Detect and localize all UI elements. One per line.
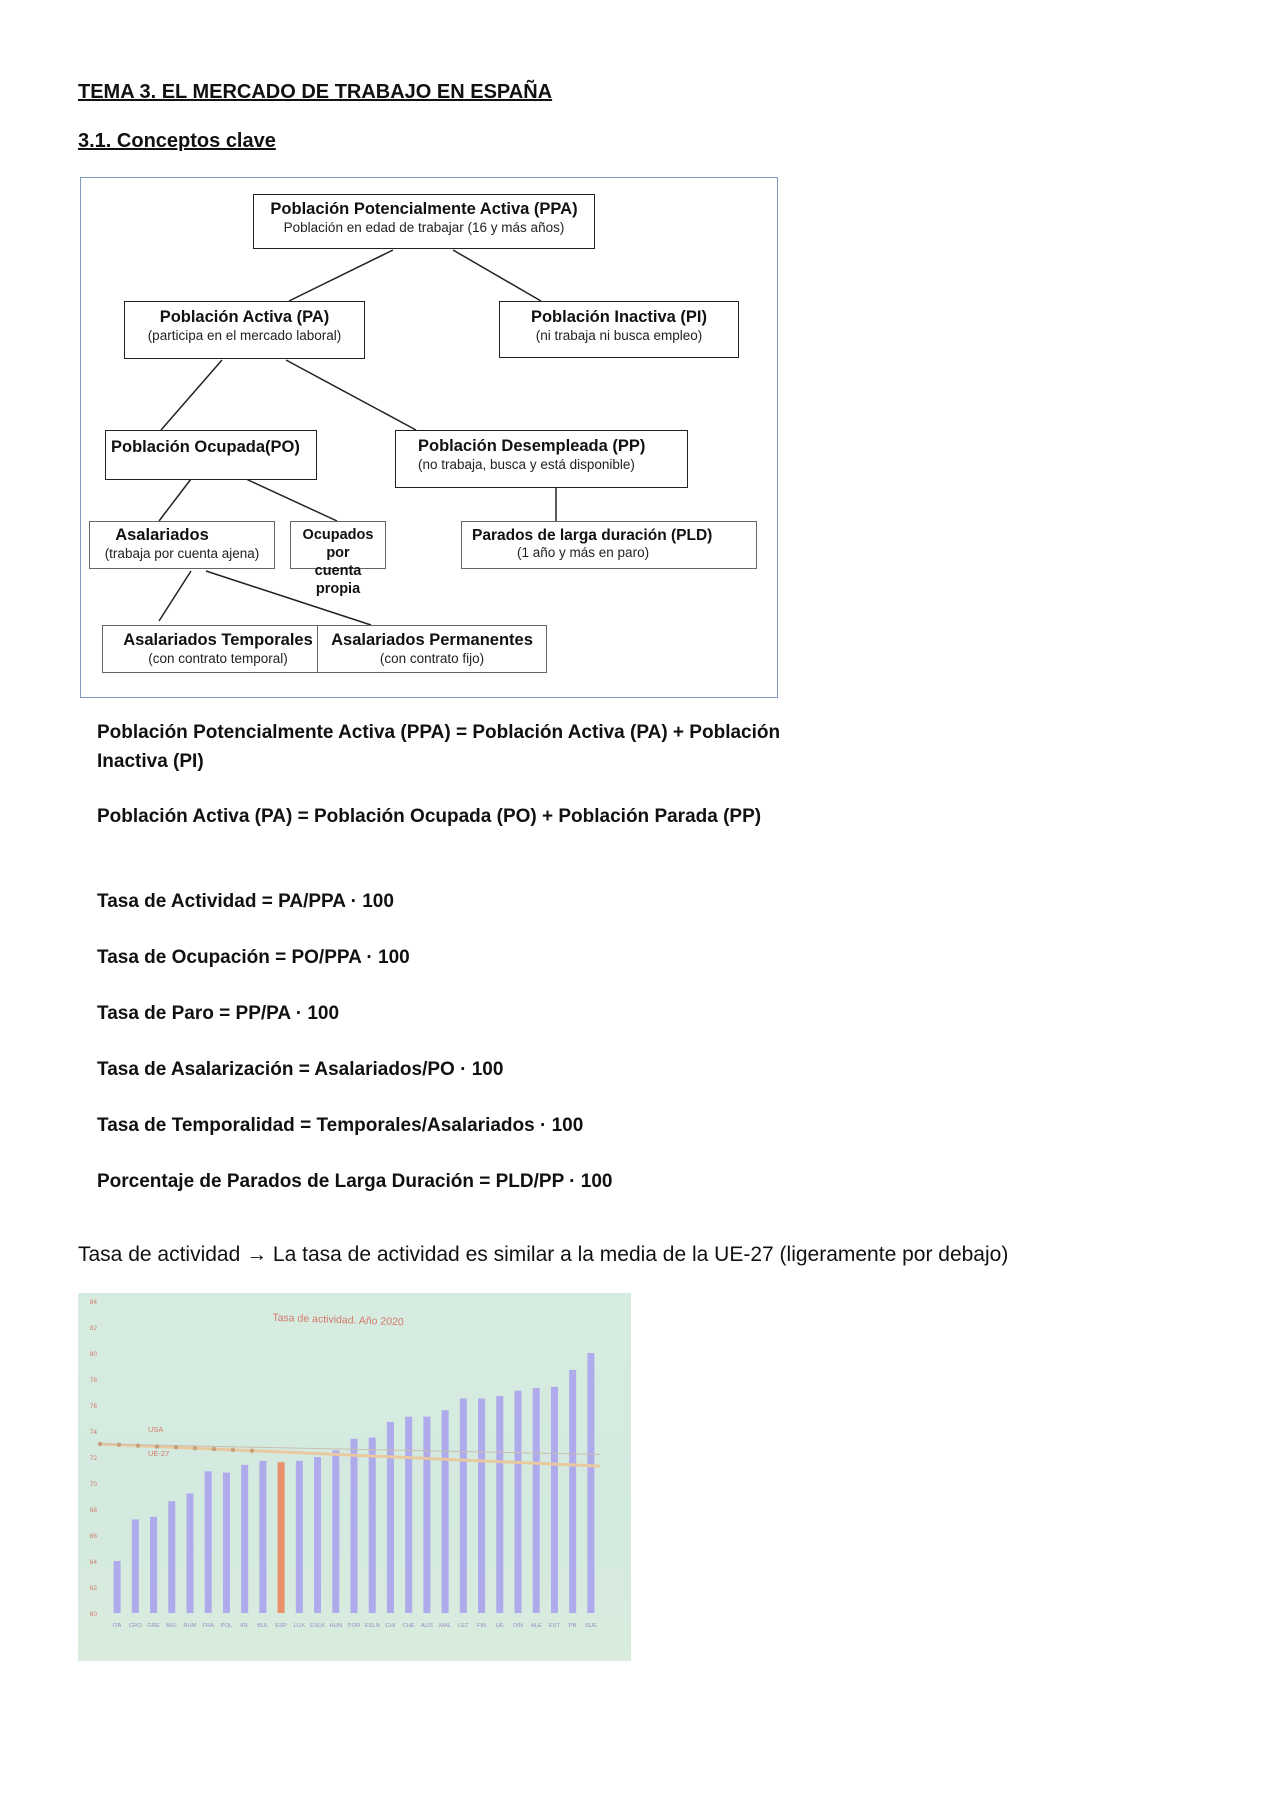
box-pa-title: Población Activa (PA)	[159, 308, 330, 326]
box-perm-title: Asalariados Permanentes	[331, 631, 533, 649]
bar-che	[405, 1417, 412, 1613]
bar-est	[551, 1387, 558, 1613]
formula-pa-lhs: Población Activa (PA) =	[97, 806, 314, 827]
box-ppa-sub: Población en edad de trabajar (16 y más años)	[283, 219, 565, 235]
formula-tasa-asalarizacion	[97, 1055, 503, 1084]
ref-line-marker	[193, 1446, 197, 1450]
formula-asalarizacion-rhs: Asalariados/PO · 100	[314, 1059, 504, 1080]
bar-irl	[241, 1465, 248, 1613]
box-pi	[499, 301, 739, 358]
box-asalariados	[89, 521, 275, 569]
bar-ale	[533, 1388, 540, 1613]
x-tick-label: SUE	[584, 1623, 597, 1629]
section-title: 3.1. Conceptos clave	[78, 130, 276, 152]
bar-esln	[369, 1438, 376, 1614]
x-tick-label: ESP	[275, 1623, 287, 1629]
connector-po-propia	[246, 479, 337, 521]
box-pld-sub: (1 año y más en paro)	[517, 545, 650, 561]
bar-pb	[569, 1370, 576, 1613]
box-po	[105, 430, 317, 480]
formula-ppa	[97, 718, 780, 776]
bar-esp	[278, 1462, 285, 1613]
box-pa-sub: (participa en el mercado laboral)	[147, 327, 342, 343]
box-pi-sub: (ni trabaja ni busca empleo)	[535, 327, 703, 343]
activity-rate-chart	[78, 1293, 631, 1661]
x-tick-label: ITA	[112, 1623, 122, 1629]
formula-pld-lhs: Porcentaje de Parados de Larga Duración =	[97, 1171, 496, 1192]
box-pi-title: Población Inactiva (PI)	[530, 308, 708, 326]
box-asal-sub: (trabaja por cuenta ajena)	[104, 545, 260, 561]
box-pld	[461, 521, 757, 569]
x-tick-label: UE	[495, 1623, 504, 1629]
x-tick-label: RUM	[183, 1623, 197, 1629]
y-tick-label: 84	[89, 1299, 97, 1306]
ref-line-marker	[136, 1443, 140, 1447]
bar-ita	[114, 1561, 121, 1613]
bar-fin	[478, 1399, 485, 1614]
bar-aus	[423, 1417, 430, 1613]
connector-pa-pp	[286, 360, 416, 430]
x-tick-label: MAL	[439, 1623, 452, 1629]
ref-line-marker	[155, 1444, 159, 1448]
y-tick-label: 74	[89, 1429, 97, 1436]
bar-din	[515, 1391, 522, 1613]
y-tick-label: 78	[89, 1377, 97, 1384]
connector-asal-temp	[159, 571, 191, 621]
box-propia-title: Ocupados por	[302, 527, 374, 562]
formula-actividad-rhs: PA/PPA · 100	[278, 891, 394, 912]
bar-por	[351, 1439, 358, 1613]
box-pa	[124, 301, 365, 359]
y-tick-label: 64	[89, 1559, 97, 1566]
x-tick-label: POL	[220, 1623, 233, 1629]
y-tick-label: 70	[89, 1481, 97, 1488]
formula-ppa-lhs: Población Potencialmente Activa (PPA) =	[97, 722, 473, 743]
box-temp-title: Asalariados Temporales	[123, 631, 313, 649]
box-pp-title: Población Desempleada (PP)	[418, 437, 646, 455]
concept-diagram	[80, 177, 778, 698]
y-tick-label: 72	[89, 1455, 97, 1462]
y-tick-label: 80	[89, 1351, 97, 1358]
box-permanentes	[317, 625, 547, 673]
y-tick-label: 60	[89, 1611, 97, 1618]
bar-fra	[205, 1471, 212, 1613]
x-tick-label: EST	[548, 1623, 561, 1629]
box-ppa	[253, 194, 595, 249]
connector-ppa-pi	[453, 250, 541, 301]
box-pp-sub: (no trabaja, busca y está disponible)	[418, 456, 635, 472]
y-tick-label: 76	[89, 1403, 97, 1410]
x-tick-label: DIN	[513, 1623, 523, 1629]
formula-actividad-lhs: Tasa de Actividad =	[97, 891, 279, 912]
ref-line-marker	[250, 1449, 254, 1453]
formula-pld	[97, 1167, 613, 1196]
x-tick-label: ESLN	[364, 1623, 380, 1629]
x-tick-label: AUS	[420, 1623, 433, 1629]
bar-rum	[187, 1493, 194, 1613]
box-temp-sub: (con contrato temporal)	[148, 650, 288, 666]
bar-gre	[150, 1517, 157, 1613]
chart-title: Tasa de actividad. Año 2020	[272, 1311, 404, 1329]
bar-let	[460, 1399, 467, 1614]
bar-cro	[132, 1519, 139, 1613]
x-tick-label: HUN	[329, 1623, 343, 1629]
box-pld-title: Parados de larga duración (PLD)	[472, 527, 713, 544]
formula-temporalidad-lhs: Tasa de Temporalidad =	[97, 1115, 317, 1136]
bar-lux	[296, 1461, 303, 1613]
formula-ocupacion-lhs: Tasa de Ocupación =	[97, 947, 292, 968]
x-tick-label: CHI	[385, 1623, 396, 1629]
formula-tasa-paro	[97, 999, 339, 1028]
x-tick-label: FRA	[202, 1623, 215, 1629]
bar-mal	[442, 1410, 449, 1613]
ref-line-marker	[231, 1448, 235, 1452]
page-title: TEMA 3. EL MERCADO DE TRABAJO EN ESPAÑA	[78, 81, 553, 103]
formula-tasa-ocupacion	[97, 943, 410, 972]
ref-line-marker	[174, 1445, 178, 1449]
x-tick-label: POR	[347, 1623, 361, 1629]
bar-sue	[587, 1353, 594, 1613]
box-pp	[395, 430, 688, 488]
box-ppa-title: Población Potencialmente Activa (PPA)	[270, 200, 578, 218]
x-tick-label: CRO	[128, 1623, 142, 1629]
y-tick-label: 82	[89, 1325, 97, 1332]
formula-paro-lhs: Tasa de Paro =	[97, 1003, 236, 1024]
y-tick-label: 68	[89, 1507, 97, 1514]
box-temporales	[102, 625, 334, 673]
connector-ppa-pa	[289, 250, 393, 301]
connector-pa-po	[161, 360, 222, 430]
chart-canvas	[78, 1293, 631, 1661]
x-tick-label: FIN	[476, 1623, 487, 1629]
formula-tasa-actividad	[97, 887, 394, 916]
formula-asalarizacion-lhs: Tasa de Asalarización =	[97, 1059, 315, 1080]
formula-pld-rhs: PLD/PP · 100	[495, 1171, 613, 1192]
bar-hun	[332, 1451, 339, 1614]
box-po-title: Población Ocupada(PO)	[111, 438, 300, 456]
x-tick-label: GRE	[147, 1623, 160, 1629]
x-tick-label: LET	[458, 1623, 469, 1629]
bar-pol	[223, 1473, 230, 1613]
x-tick-label: PB	[568, 1623, 577, 1629]
x-tick-label: ESLK	[310, 1623, 325, 1629]
y-tick-label: 66	[89, 1533, 97, 1540]
box-asal-title: Asalariados	[115, 526, 209, 544]
x-tick-label: BUL	[257, 1623, 269, 1629]
x-tick-label: ALE	[530, 1623, 542, 1629]
formula-ppa-rhs2: Inactiva (PI)	[97, 751, 204, 772]
y-tick-label: 62	[89, 1585, 97, 1592]
formula-ppa-rhs: Población Activa (PA) + Población	[472, 722, 781, 743]
ref-line-label-usa: USA	[148, 1425, 164, 1434]
ref-line-marker	[98, 1442, 102, 1446]
x-tick-label: LUX	[293, 1623, 305, 1629]
x-tick-label: BEL	[166, 1623, 178, 1629]
ref-line-marker	[212, 1447, 216, 1451]
activity-rate-paragraph: Tasa de actividad → La tasa de actividad es similar a la media de la UE-27 (ligeramente por debajo)	[78, 1243, 1009, 1266]
formula-pa-rhs: Población Ocupada (PO) + Población Parada (PP)	[313, 806, 762, 827]
connector-po-asal	[159, 479, 191, 521]
bar-bul	[259, 1461, 266, 1613]
formula-pa	[97, 802, 761, 831]
bar-ue	[496, 1396, 503, 1613]
x-tick-label: IRL	[240, 1623, 250, 1629]
formula-ocupacion-rhs: PO/PPA · 100	[291, 947, 410, 968]
formula-tasa-temporalidad	[97, 1111, 583, 1140]
formula-temporalidad-rhs: Temporales/Asalariados · 100	[316, 1115, 584, 1136]
box-propia-title2: cuenta propia	[314, 563, 362, 598]
ref-line-marker	[117, 1443, 121, 1447]
bar-bel	[168, 1501, 175, 1613]
box-cuenta-propia	[290, 521, 386, 598]
bar-eslk	[314, 1457, 321, 1613]
box-perm-sub: (con contrato fijo)	[379, 650, 485, 666]
ref-line-label-ue-27: UE-27	[148, 1449, 170, 1458]
x-tick-label: CHE	[402, 1623, 415, 1629]
formula-paro-rhs: PP/PA · 100	[235, 1003, 340, 1024]
